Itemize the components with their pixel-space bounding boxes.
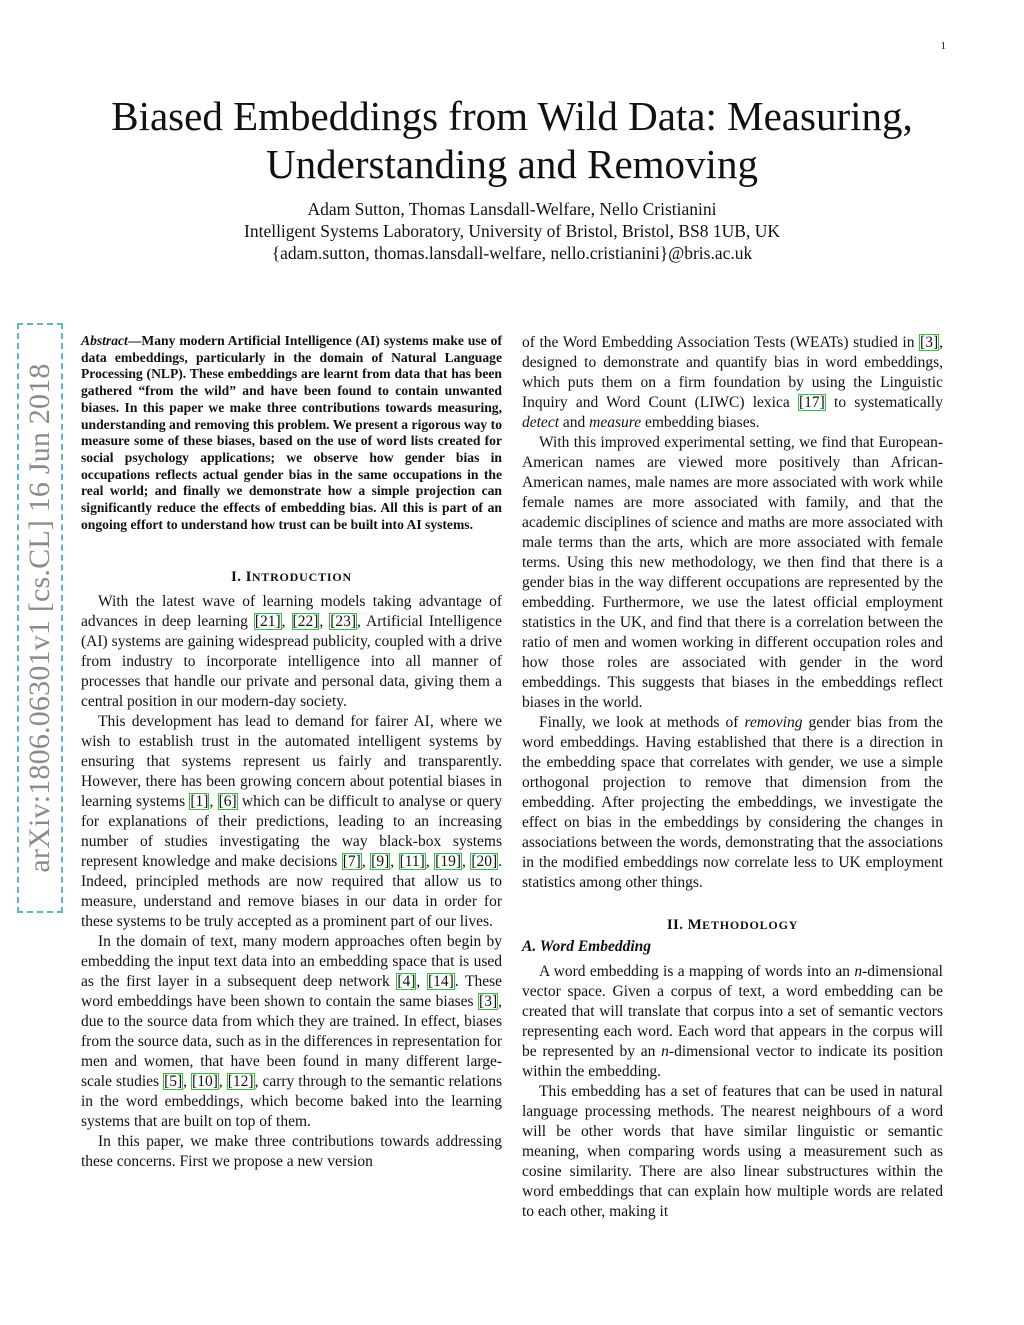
citation-link[interactable]: [9] bbox=[371, 853, 390, 871]
right-column bbox=[522, 333, 943, 1222]
subsection-heading-word-embedding: A. Word Embedding bbox=[522, 938, 652, 955]
citation-link[interactable]: [1] bbox=[190, 793, 209, 811]
section-heading-introduction: I. INTRODUCTION bbox=[231, 569, 352, 586]
citation-link[interactable]: [11] bbox=[399, 853, 425, 871]
citation-link[interactable]: [19] bbox=[435, 853, 461, 871]
method-paragraph-1: A word embedding is a mapping of words into an n-dimensional vector space. Given a corpus of text, a word embedding can be created that will translate that corpus into a set of semantic vectors representing each word. Each word that appears in the corpus will be represented by an n-dimensional vector to indicate its position within the embedding. bbox=[522, 963, 943, 1080]
intro-paragraph-1: With the latest wave of learning models taking advantage of advances in deep learning [21], [22], [23], Artificial Intelligence (AI) systems are gaining widespread publicity, coupled with a drive from industry to incorporate intelligence into all manner of processes that handle our private and personal data, giving them a central position in our modern-day society. bbox=[81, 593, 502, 711]
citation-link[interactable]: [6] bbox=[218, 793, 237, 811]
intro-paragraph-4-continued: of the Word Embedding Association Tests (WEATs) studied in [3], designed to demonstrate and quantify bias in word embeddings, which puts them on a firm foundation by using the Linguistic Inquiry and Word Count (LIWC) lexica [17] to systematically detect and measure embedding biases. bbox=[522, 334, 943, 431]
citation-link[interactable]: [21] bbox=[254, 613, 281, 631]
intro-paragraph-2: This development has lead to demand for fairer AI, where we wish to establish trust in the automated intelligent systems by ensuring that systems represent us fairly and transparently. However, there has been growing concern about potential biases in learning systems [1], [6] which can be difficult to analyse or query for explanations of their predictions, leading to an increasing number of studies investigating the way black-box systems represent knowledge and make decisions [7], [9], [11], [19], [20]. Indeed, principled methods are now required that allow us to measure, understand and remove biases in our data in order for these systems to be truly accepted as a prominent part of our lives. bbox=[81, 713, 503, 931]
citation-link[interactable]: [10] bbox=[192, 1073, 218, 1091]
citation-link[interactable]: [22] bbox=[292, 613, 319, 631]
citation-link[interactable]: [3] bbox=[920, 334, 939, 351]
abstract-text: —Many modern Artificial Intelligence (AI) systems make use of data embeddings, particularly in the domain of Natural Language Processing (NLP). These embeddings are learnt from data that has been gathered “from the wild” and have been found to contain unwanted biases. In this paper we make three contributions towards measuring, understanding and removing this problem. We present a rigorous way to measure some of these biases, based on the use of word lists created for social psychology applications; we observe how gender bias in occupations reflects actual gender bias in the same occupations in the real world; and finally we demonstrate how a simple projection can significantly reduce the effects of embedding bias. All this is part of an ongoing effort to understand how trust can be built into AI systems. bbox=[81, 333, 502, 532]
section-heading-methodology: II. METHODOLOGY bbox=[666, 917, 799, 933]
citation-link[interactable]: [14] bbox=[427, 973, 454, 991]
citation-link[interactable]: [5] bbox=[164, 1073, 183, 1091]
citation-link[interactable]: [4] bbox=[397, 973, 416, 991]
method-paragraph-2: This embedding has a set of features that can be used in natural language processing methods. The nearest neighbours of a word will be other words that have similar linguistic or semantic meaning, when comparing words using a measurement such as cosine similarity. There are also linear substructures within the word embeddings that can explain how multiple words are related to each other, making it bbox=[522, 1083, 943, 1220]
intro-paragraph-5: With this improved experimental setting, we find that European-American names are viewed more positively than African-American names, male names are more associated with work while female names are more associated with family, and that the academic disciplines of science and maths are more associated with male terms than the arts, which are more associated with female terms. Using this new methodology, we then find that there is a gender bias in the way different occupations are represented by the embedding. Furthermore, we use the latest official employment statistics in the UK, and find that there is a correlation between the ratio of men and women working in different occupation roles and how those roles are associated with gender in the word embeddings. This suggests that biases in the embeddings reflect biases in the world. bbox=[522, 434, 943, 711]
left-column bbox=[81, 333, 502, 1172]
citation-link[interactable]: [20] bbox=[471, 853, 498, 871]
intro-paragraph-3: In the domain of text, many modern approaches often begin by embedding the input text data into an embedding space that is used as the first layer in a subsequent deep network [4], [14]. These word embeddings have been shown to contain the same biases [3], due to the source data from which they are trained. In effect, biases from the source data, such as in the differences in representation for men and women, that have been found in many different large-scale studies [5], [10], [12], carry through to the semantic relations in the word embeddings, which become baked into the learning systems that are built on top of them. bbox=[81, 933, 503, 1131]
paper-title: Biased Embeddings from Wild Data: Measuring, Understanding and Removing bbox=[111, 93, 913, 187]
citation-link[interactable]: [17] bbox=[798, 394, 825, 411]
citation-link[interactable]: [3] bbox=[479, 993, 498, 1011]
arxiv-identifier: arXiv:1806.06301v1 [cs.CL] 16 Jun 2018 bbox=[23, 363, 56, 873]
abstract-label: Abstract bbox=[81, 333, 128, 348]
citation-link[interactable]: [12] bbox=[227, 1073, 254, 1091]
intro-paragraph-4: In this paper, we make three contributions towards addressing these concerns. First we propose a new version bbox=[81, 1133, 502, 1171]
intro-paragraph-6: Finally, we look at methods of removing gender bias from the word embeddings. Having established that there is a direction in the embedding space that correlates with gender, we use a simple orthogonal projection to remove that dimension from the embedding. After projecting the embeddings, we investigate the effect on bias in the embeddings by considering the changes in associations between the words, demonstrating that the associations in the modified embeddings now correlate less to UK employment statistics among other things. bbox=[522, 714, 943, 891]
citation-link[interactable]: [7] bbox=[342, 853, 361, 871]
affiliation: Intelligent Systems Laboratory, University of Bristol, Bristol, BS8 1UB, UK bbox=[244, 221, 780, 241]
author-emails: {adam.sutton, thomas.lansdall-welfare, nello.cristianini}@bris.ac.uk bbox=[271, 243, 753, 263]
citation-link[interactable]: [23] bbox=[330, 613, 357, 631]
authors: Adam Sutton, Thomas Lansdall-Welfare, Nello Cristianini bbox=[307, 199, 717, 219]
page-number: 1 bbox=[940, 40, 946, 52]
abstract bbox=[81, 333, 502, 533]
arxiv-stamp[interactable] bbox=[17, 323, 63, 913]
